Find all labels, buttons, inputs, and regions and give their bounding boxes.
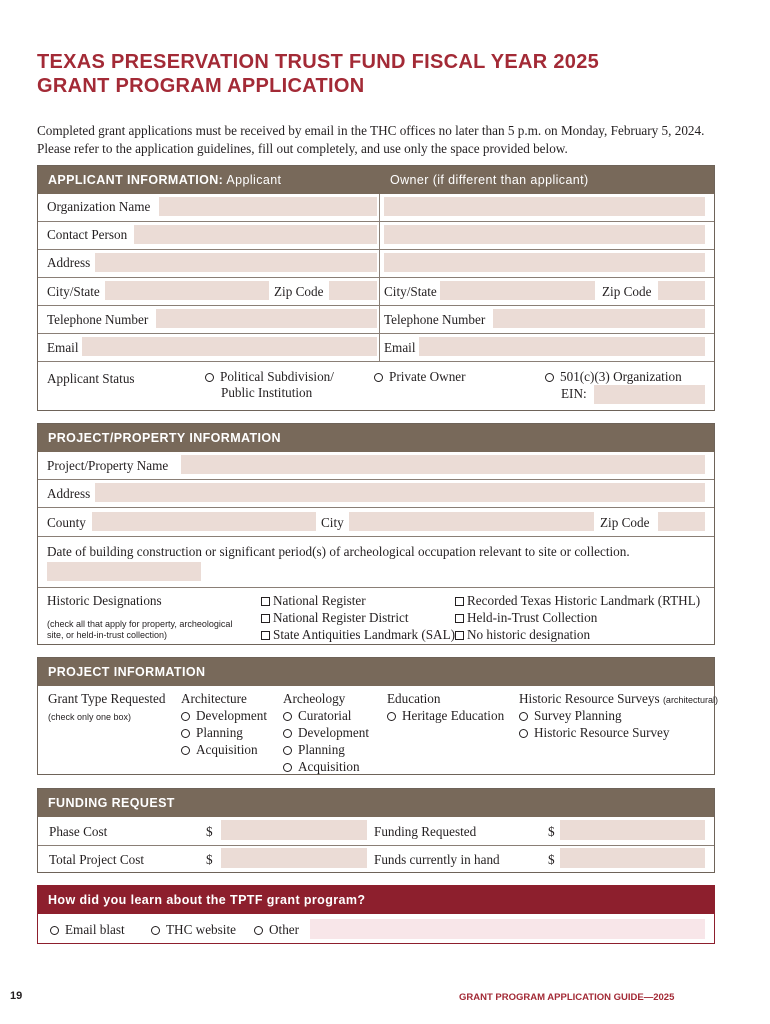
learn-header: How did you learn about the TPTF grant program? xyxy=(38,886,714,914)
applicant-zip-field[interactable] xyxy=(329,281,377,300)
radio-circle-icon xyxy=(254,926,263,935)
radio-circle-icon xyxy=(374,373,383,382)
designation-nr-district[interactable]: National Register District xyxy=(261,610,409,626)
owner-address-field[interactable] xyxy=(384,253,705,272)
owner-telephone-field[interactable] xyxy=(493,309,705,328)
property-section: PROJECT/PROPERTY INFORMATION Project/Property Name Address County City Zip Code Date of building construction or significant period(s) of archeological occupation relevant to site or collection. Historic Designations (check all that apply for property, archeological site, or held-in-trust collection) National Register National Register District State Antiquities Landmark (SAL) Recorded Texas Historic Landmark (RTHL) Held-in-Trust Collection No historic designation xyxy=(37,423,715,645)
survey-resource-option[interactable]: Historic Resource Survey xyxy=(519,725,670,741)
checkbox-icon xyxy=(455,597,464,606)
radio-circle-icon xyxy=(519,712,528,721)
designation-none[interactable]: No historic designation xyxy=(455,627,590,643)
owner-email-field[interactable] xyxy=(419,337,705,356)
learn-email-blast[interactable]: Email blast xyxy=(50,922,125,938)
owner-contact-field[interactable] xyxy=(384,225,705,244)
designation-rthl[interactable]: Recorded Texas Historic Landmark (RTHL) xyxy=(455,593,700,609)
phase-cost-field[interactable] xyxy=(221,820,367,840)
radio-circle-icon xyxy=(181,746,190,755)
radio-circle-icon xyxy=(50,926,59,935)
property-header: PROJECT/PROPERTY INFORMATION xyxy=(38,424,714,452)
learn-section xyxy=(37,885,715,944)
checkbox-icon xyxy=(261,631,270,640)
radio-circle-icon xyxy=(151,926,160,935)
archeo-development-option[interactable]: Development xyxy=(283,725,369,741)
property-name-field[interactable] xyxy=(181,455,705,474)
radio-circle-icon xyxy=(181,712,190,721)
funding-section: FUNDING REQUEST Phase Cost $ Funding Requested $ Total Project Cost $ Funds currently in hand $ xyxy=(37,788,715,873)
learn-thc-website[interactable]: THC website xyxy=(151,922,236,938)
radio-circle-icon xyxy=(545,373,554,382)
designation-sal[interactable]: State Antiquities Landmark (SAL) xyxy=(261,627,455,643)
arch-acquisition-option[interactable]: Acquisition xyxy=(181,742,258,758)
funding-header: FUNDING REQUEST xyxy=(38,789,714,817)
radio-circle-icon xyxy=(387,712,396,721)
designation-held-in-trust[interactable]: Held-in-Trust Collection xyxy=(455,610,597,626)
property-address-field[interactable] xyxy=(95,483,705,502)
intro-text: Completed grant applications must be received by email in the THC offices no later than 5 p.m. on Monday, February 5, 2024. Please refer to the application guidelines, fill out completely, and use only the space provided below. xyxy=(37,123,705,156)
radio-circle-icon xyxy=(283,712,292,721)
applicant-header: APPLICANT INFORMATION: Applicant Owner (if different than applicant) xyxy=(38,166,714,194)
learn-other-field[interactable] xyxy=(310,919,705,939)
owner-org-name-field[interactable] xyxy=(384,197,705,216)
total-cost-field[interactable] xyxy=(221,848,367,868)
edu-heritage-option[interactable]: Heritage Education xyxy=(387,708,504,724)
construction-date-field[interactable] xyxy=(47,562,201,581)
radio-circle-icon xyxy=(283,763,292,772)
applicant-contact-field[interactable] xyxy=(134,225,377,244)
page-title: TEXAS PRESERVATION TRUST FUND FISCAL YEAR 2025 GRANT PROGRAM APPLICATION xyxy=(37,51,600,97)
learn-other[interactable]: Other xyxy=(254,922,299,938)
footer-guide-title: GRANT PROGRAM APPLICATION GUIDE—2025 xyxy=(459,992,675,1003)
applicant-address-field[interactable] xyxy=(95,253,377,272)
checkbox-icon xyxy=(261,597,270,606)
owner-zip-field[interactable] xyxy=(658,281,705,300)
arch-planning-option[interactable]: Planning xyxy=(181,725,243,741)
applicant-email-field[interactable] xyxy=(82,337,377,356)
applicant-org-name-field[interactable] xyxy=(159,197,377,216)
page-number: 19 xyxy=(10,990,23,1002)
designation-national-register[interactable]: National Register xyxy=(261,593,366,609)
checkbox-icon xyxy=(455,631,464,640)
ein-field[interactable] xyxy=(594,385,705,404)
applicant-telephone-field[interactable] xyxy=(156,309,377,328)
property-city-field[interactable] xyxy=(349,512,594,531)
radio-circle-icon xyxy=(205,373,214,382)
owner-city-state-field[interactable] xyxy=(440,281,595,300)
radio-circle-icon xyxy=(181,729,190,738)
survey-planning-option[interactable]: Survey Planning xyxy=(519,708,622,724)
checkbox-icon xyxy=(455,614,464,623)
checkbox-icon xyxy=(261,614,270,623)
project-header: PROJECT INFORMATION xyxy=(38,658,714,686)
project-section: PROJECT INFORMATION Grant Type Requested (check only one box) Architecture Development Planning Acquisition Archeology Curatorial Development Planning Acquisition Education Heritage Education Historic Resource Surveys (architectural) Survey Planning Historic Resource Survey xyxy=(37,657,715,775)
archeo-acquisition-option[interactable]: Acquisition xyxy=(283,759,360,775)
property-zip-field[interactable] xyxy=(658,512,705,531)
funding-requested-field[interactable] xyxy=(560,820,705,840)
archeo-curatorial-option[interactable]: Curatorial xyxy=(283,708,351,724)
radio-circle-icon xyxy=(283,746,292,755)
archeo-planning-option[interactable]: Planning xyxy=(283,742,345,758)
property-county-field[interactable] xyxy=(92,512,316,531)
arch-development-option[interactable]: Development xyxy=(181,708,267,724)
funds-in-hand-field[interactable] xyxy=(560,848,705,868)
radio-circle-icon xyxy=(519,729,528,738)
applicant-city-state-field[interactable] xyxy=(105,281,269,300)
radio-circle-icon xyxy=(283,729,292,738)
applicant-section: APPLICANT INFORMATION: Applicant Owner (if different than applicant) Organization Name Contact Person Address City/State Zip Code City/State Zip Code Telephone Number Telephone Number Email Email Applicant Status Political Subdivision/ Public Institution Private Owner 501(c)(3) Organization EIN: xyxy=(37,165,715,411)
